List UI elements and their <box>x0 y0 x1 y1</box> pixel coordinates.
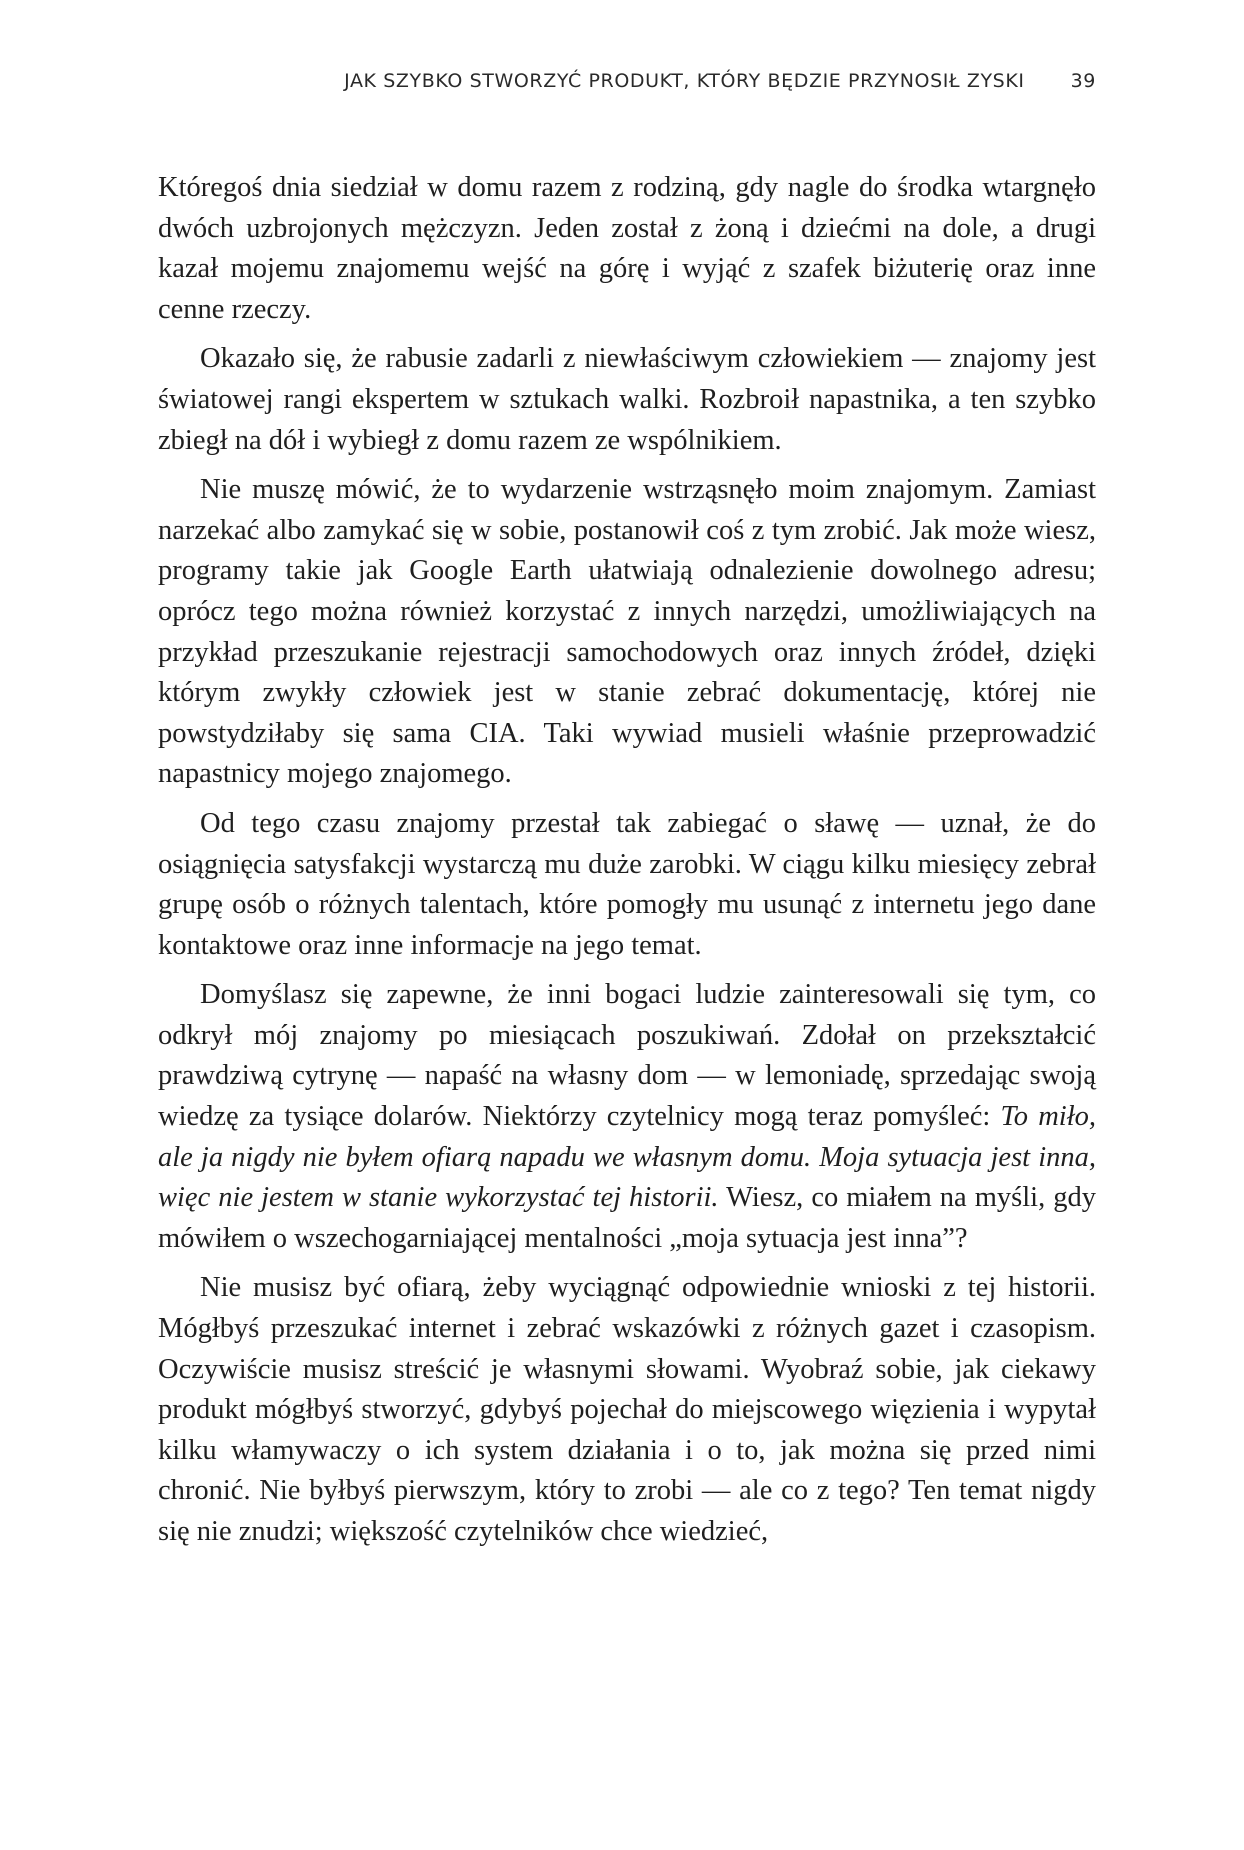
italic-quote: To miło, ale ja nigdy nie byłem ofiarą napadu we własnym domu. Moja sytuacja jest inna, więc nie jestem w stanie wykorzystać tej historii. <box>158 1101 1096 1214</box>
paragraph-text: Wiesz, co miałem na myśli, gdy mówiłem o wszechogarniającej mentalności „moja sytuacja jest inna”? <box>158 1182 1096 1254</box>
paragraph: Okazało się, że rabusie zadarli z niewłaściwym człowiekiem — znajomy jest światowej rangi ekspertem w sztukach walki. Rozbroił napastnika, a ten szybko zbiegł na dół i wybiegł z domu razem ze wspólnikiem. <box>158 343 1096 456</box>
body-text <box>158 168 1096 1562</box>
paragraph-text: Domyślasz się zapewne, że inni bogaci ludzie zainteresowali się tym, co odkrył mój znajomy po miesiącach poszukiwań. Zdołał on przekształcić prawdziwą cytrynę — napaść na własny dom — w lemoniadę, sprzedając swoją wiedzę za tysiące dolarów. Niektórzy czytelnicy mogą teraz pomyśleć: <box>158 979 1096 1133</box>
running-header-title: JAK SZYBKO STWORZYĆ PRODUKT, KTÓRY BĘDZIE PRZYNOSIŁ ZYSKI <box>344 70 1025 92</box>
paragraph <box>158 975 1096 1259</box>
paragraph: Od tego czasu znajomy przestał tak zabiegać o sławę — uznał, że do osiągnięcia satysfakcji wystarczą mu duże zarobki. W ciągu kilku miesięcy zebrał grupę osób o różnych talentach, które pomogły mu usunąć z internetu jego dane kontaktowe oraz inne informacje na jego temat. <box>158 807 1096 961</box>
page-number: 39 <box>1070 70 1096 92</box>
paragraph: Nie musisz być ofiarą, żeby wyciągnąć odpowiednie wnioski z tej historii. Mógłbyś przeszukać internet i zebrać wskazówki z różnych gazet i czasopism. Oczywiście musisz streścić je własnymi słowami. Wyobraź sobie, jak ciekawy produkt mógłbyś stworzyć, gdybyś pojechał do miejscowego więzienia i wypytał kilku włamywaczy o ich system działania i o to, jak można się przed nimi chronić. Nie byłbyś pierwszym, który to zrobi — ale co z tego? Ten temat nigdy się nie znudzi; większość czytelników chce wiedzieć, <box>158 1272 1096 1547</box>
paragraph: Któregoś dnia siedział w domu razem z rodziną, gdy nagle do środka wtargnęło dwóch uzbrojonych mężczyzn. Jeden został z żoną i dziećmi na dole, a drugi kazał mojemu znajomemu wejść na górę i wyjąć z szafek biżuterię oraz inne cenne rzeczy. <box>158 172 1096 325</box>
paragraph: Nie muszę mówić, że to wydarzenie wstrząsnęło moim znajomym. Zamiast narzekać albo zamykać się w sobie, postanowił coś z tym zrobić. Jak może wiesz, programy takie jak Google Earth ułatwiają odnalezienie dowolnego adresu; oprócz tego można również korzystać z innych narzędzi, umożliwiających na przykład przeszukanie rejestracji samochodowych oraz innych źródeł, dzięki którym zwykły człowiek jest w stanie zebrać dokumentację, której nie powstydziłaby się sama CIA. Taki wywiad musieli właśnie przeprowadzić napastnicy mojego znajomego. <box>158 474 1096 790</box>
running-header <box>158 70 1096 92</box>
